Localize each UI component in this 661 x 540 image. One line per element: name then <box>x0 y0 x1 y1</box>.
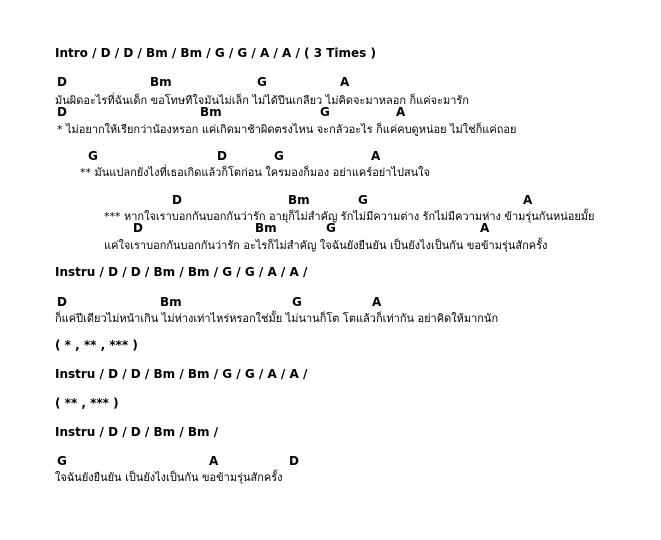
chord: Bm <box>288 193 310 207</box>
lyric-line: * ไม่อยากให้เรียกว่าน้องหรอก แค่เกิดมาช้าผิดตรงไหน จะกลัวอะไร ก็แค่คบดูหน่อย ไม่ใช่ก็แค่ถอย <box>57 123 517 136</box>
chord: G <box>292 295 302 309</box>
lyric-line: *** หากใจเราบอกกันบอกกันว่ารัก อายุก็ไม่สำคัญ รักไม่มีความต่าง รักไม่มีความห่าง ข้ามรุ่นกันหน่อยมั้ย <box>104 210 595 223</box>
chord: D <box>57 105 67 119</box>
chord: A <box>372 295 382 309</box>
chord: A <box>340 75 350 89</box>
chord: D <box>133 221 143 235</box>
instru-label: Instru <box>55 265 96 279</box>
chord: D <box>217 149 227 163</box>
chord: G <box>320 105 330 119</box>
lyric-line: แค่ใจเราบอกกันบอกกันว่ารัก อะไรก็ไม่สำคัญ ใจฉันยังยืนยัน เป็นยังไงเป็นกัน ขอข้ามรุ่นสักครั้ง <box>104 239 548 252</box>
chord: D <box>57 75 67 89</box>
lyric-line: มันผิดอะไรที่ฉันเด็ก ขอโทษทีใจมันไม่เล็ก ไม่ได้ปีนเกลียว ไม่คิดจะมาหลอก ก็แค่จะมารัก <box>55 94 469 107</box>
lyric-line: ก็แค่ปีเดียวไม่หน้าเกิน ไม่ห่างเท่าไหร่หรอกใช่มั้ย ไม่นานก็โต โตแล้วก็เท่ากัน อย่าคิดให้มากนัก <box>55 312 499 325</box>
instru-label: Instru <box>55 367 96 381</box>
repeat-marker: ( * , ** , *** ) <box>55 338 138 352</box>
chord: G <box>57 454 67 468</box>
instru-line <box>55 265 307 279</box>
instru-label: Instru <box>55 425 96 439</box>
chord: D <box>57 295 67 309</box>
repeat-marker: ( ** , *** ) <box>55 396 119 410</box>
chord: D <box>289 454 299 468</box>
chord: A <box>396 105 406 119</box>
lyric-line: ** มันแปลกยังไงที่เธอเกิดแล้วก็โตก่อน ใครมองก็มอง อย่าแคร์อย่าไปสนใจ <box>80 166 430 179</box>
chord: G <box>88 149 98 163</box>
chord: Bm <box>150 75 172 89</box>
chord: G <box>257 75 267 89</box>
chord: A <box>480 221 490 235</box>
intro-label: Intro <box>55 46 88 60</box>
chord: D <box>172 193 182 207</box>
chord: Bm <box>160 295 182 309</box>
chord: A <box>371 149 381 163</box>
intro-line <box>55 46 376 60</box>
chord: G <box>358 193 368 207</box>
lyric-line: ใจฉันยังยืนยัน เป็นยังไงเป็นกัน ขอข้ามรุ่นสักครั้ง <box>55 471 283 484</box>
chord: G <box>326 221 336 235</box>
instru-line <box>55 367 307 381</box>
intro-progression: / D / D / Bm / Bm / G / G / A / A / ( 3 Times ) <box>87 46 376 60</box>
instru-progression: / D / D / Bm / Bm / <box>95 425 219 439</box>
instru-progression: / D / D / Bm / Bm / G / G / A / A / <box>95 265 308 279</box>
instru-progression: / D / D / Bm / Bm / G / G / A / A / <box>95 367 308 381</box>
instru-line <box>55 425 218 439</box>
chord: Bm <box>200 105 222 119</box>
chord: G <box>274 149 284 163</box>
chord: A <box>209 454 219 468</box>
chord: A <box>523 193 533 207</box>
chord: Bm <box>255 221 277 235</box>
